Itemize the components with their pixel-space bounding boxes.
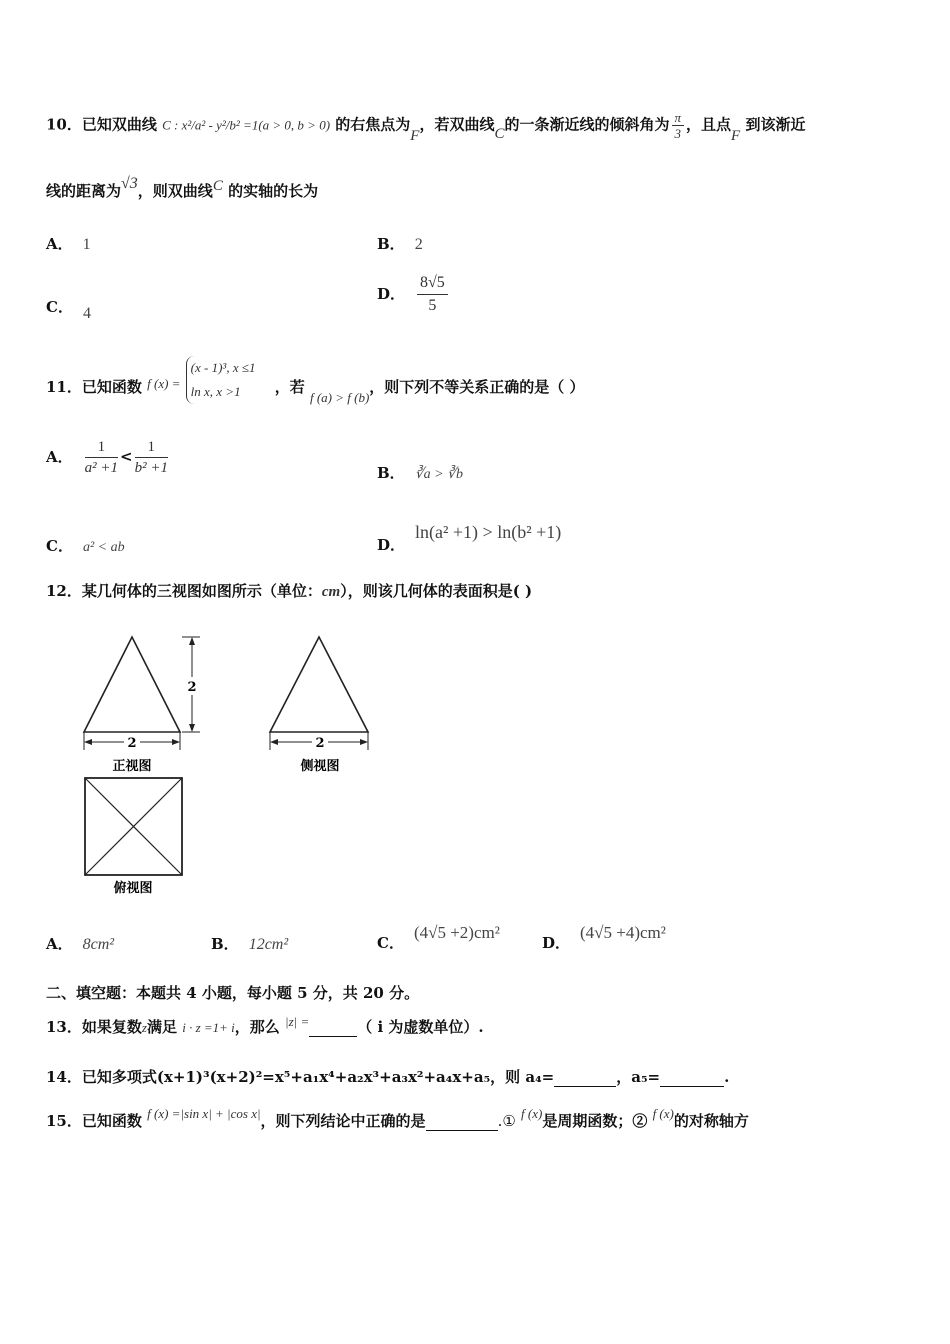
fraction-denominator: b² +1 [134,460,168,476]
q11-intro: 已知函数 [81,378,142,396]
option-value: (4√5 +4)cm² [580,923,666,942]
three-view-figure [70,625,390,900]
abs-z: |z| = [285,1014,310,1029]
option-value: 12cm² [248,936,289,953]
function-f: f (x) = [147,376,181,391]
option-label: B． [377,235,405,253]
option-value: 8cm² [82,936,115,953]
option-value: ∛a > ∛b [414,467,463,482]
front-view [84,637,200,774]
fraction-denominator: 5 [428,297,437,314]
q10-text-a: 的右焦点为 [335,115,411,134]
question-number: 14． [46,1068,82,1086]
option-value: (4√5 +2)cm² [413,923,500,942]
option-label: C． [46,537,73,555]
q13-equation: i · z =1+ i [182,1020,235,1035]
left-fraction [85,437,118,478]
q11-option-d[interactable] [377,522,562,554]
side-width-label: 2 [315,736,325,751]
option-value: a² < ab [82,540,125,555]
fraction-numerator: 1 [85,437,118,458]
sqrt-three: √3 [121,175,138,192]
q12-option-c[interactable] [377,922,500,952]
option-value: 2 [414,236,423,253]
q10-option-b[interactable] [377,233,423,254]
focus-f-2: F [731,127,741,144]
option-label: D． [377,536,406,554]
q13-text-b: 满足 [146,1018,177,1036]
q10-line2-b: ，则双曲线 [137,182,213,200]
q11-option-a[interactable] [46,437,170,478]
q10-option-d[interactable] [377,272,450,317]
unit-cm: cm [321,584,341,600]
option-value: ln(a² +1) > ln(b² +1) [415,522,562,542]
question-number: 11． [46,378,82,396]
question-number: 13． [46,1018,82,1036]
q15-text-a: 已知函数 [81,1112,142,1130]
q11-line [46,356,585,404]
q14-text: 已知多项式(x+1)³(x+2)²=x⁵+a₁x⁴+a₂x³+a₃x²+a₄x+a₅，则 a₄= [81,1068,555,1086]
q10-text-d: ，且点 [686,115,732,134]
option-label: C． [377,934,404,952]
fraction-denominator: a² +1 [84,460,119,476]
q12-option-d[interactable] [542,922,666,952]
q10-text-b: ，若双曲线 [419,115,495,134]
q15-text-b: ，则下列结论中正确的是 [260,1112,426,1130]
option-label: D． [542,934,571,952]
angle-fraction [672,110,685,141]
case-one: (x - 1)³, x ≤1 [190,360,256,375]
q11-option-b[interactable] [377,462,463,483]
fraction-numerator: 1 [135,437,168,458]
less-than: < [120,447,133,466]
q10-text-c: 的一条渐近线的倾斜角为 [504,115,670,134]
piecewise-cases [186,356,256,404]
right-fraction [135,437,168,478]
q10-line2 [46,175,319,201]
q14-text-b: ，a₅= [616,1068,661,1086]
q10-intro: 已知双曲线 [81,115,157,134]
top-view [85,778,182,896]
option-label: D． [377,284,406,303]
q13-line [46,1016,484,1037]
q15-fx-2: f (x) [521,1106,543,1121]
q10-option-a[interactable] [46,233,91,254]
angle-numerator: π [672,110,685,126]
option-label: A． [46,447,73,466]
curve-c-2: C [212,178,223,194]
q12-line [46,580,532,601]
q15-text-d: 是周期函数；② [542,1112,648,1130]
q10-line2-c: 的实轴的长为 [228,182,319,200]
q15-line [46,1106,749,1131]
q11-text-a: ，若 [274,378,305,396]
case-two: ln x, x >1 [190,384,241,399]
answer-blank[interactable] [426,1130,498,1131]
q10-line1 [46,110,806,144]
front-height-label: 2 [187,680,197,695]
q15-fx-3: f (x) [652,1106,674,1121]
question-number: 10． [46,115,82,134]
q10-line2-a: 线的距离为 [46,182,122,200]
option-value: 4 [82,305,91,322]
side-view [270,637,368,774]
q10-text-e: 到该渐近 [745,115,806,134]
q13-text-a: 如果复数 [81,1018,142,1036]
q11-option-c[interactable] [46,535,125,556]
q12-text: 某几何体的三视图如图所示（单位： [81,582,322,600]
question-number: 12． [46,582,82,600]
q10-option-c[interactable] [46,296,91,322]
q12-text-b: ），则该几何体的表面积是( ) [340,582,533,600]
front-width-label: 2 [127,736,137,751]
q11-text-b: ，则下列不等关系正确的是（ ） [369,378,585,396]
q15-text-e: 的对称轴方 [673,1112,749,1130]
hyperbola-equation: C : x²/a² - y²/b² =1(a > 0, b > 0) [162,117,331,133]
option-label: B． [211,935,239,953]
option-value: 1 [82,236,91,253]
q13-text-d: （ i 为虚数单位）. [357,1018,484,1036]
q12-option-b[interactable] [211,933,288,954]
q14-end: . [724,1068,730,1086]
answer-blank-a4[interactable] [554,1086,616,1087]
q13-text-c: ，那么 [234,1018,280,1036]
option-label: C． [46,298,73,316]
curve-c: C [494,125,505,142]
condition: f (a) > f (b) [309,390,370,405]
option-label: A． [46,935,73,953]
answer-blank[interactable] [309,1036,357,1037]
question-number: 15． [46,1112,82,1130]
q15-function: f (x) =|sin x| + |cos x| [147,1106,261,1121]
q14-line [46,1066,729,1087]
fraction-numerator: 8√5 [417,272,448,295]
angle-denominator: 3 [674,126,682,141]
front-view-label: 正视图 [112,759,152,774]
q12-option-a[interactable] [46,933,114,954]
q15-text-c: .① [497,1112,516,1130]
side-view-label: 侧视图 [300,759,340,774]
top-view-label: 俯视图 [113,881,153,896]
answer-blank-a5[interactable] [660,1086,724,1087]
section-title: 二、填空题：本题共 4 小题，每小题 5 分，共 20 分。 [46,984,420,1002]
option-label: B． [377,464,405,482]
option-fraction [417,272,448,317]
focus-f: F [410,127,420,144]
variable-z: z [141,1020,147,1035]
option-label: A． [46,235,73,253]
